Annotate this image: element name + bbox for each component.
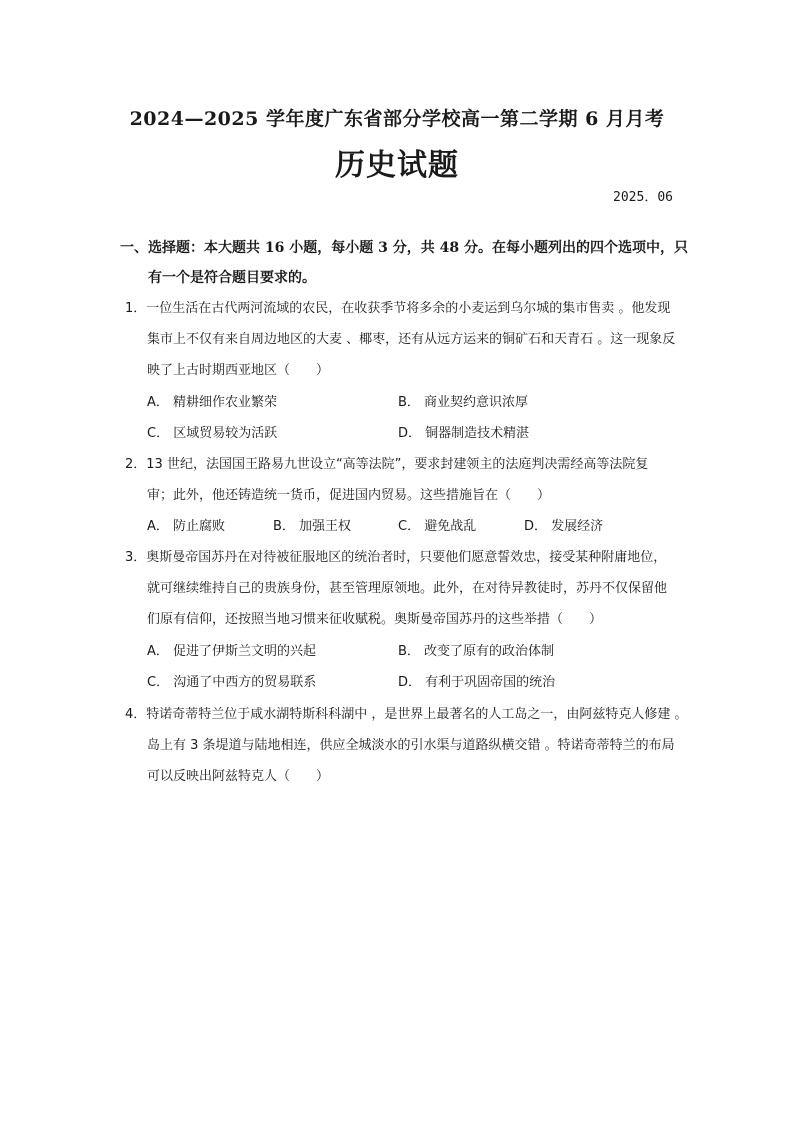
q2-option-a: A． 防止腐败 — [147, 519, 226, 534]
q3-line-2: 就可继续维持自己的贵族身份，甚至管理原领地。此外，在对待异教徒时，苏丹不仅保留他 — [147, 581, 668, 596]
q3-option-d: D． 有利于巩固帝国的统治 — [398, 675, 556, 690]
q3-line-3: 们原有信仰，还按照当地习惯来征收赋税。奥斯曼帝国苏丹的这些举措（ ） — [147, 612, 603, 627]
q2-line-1: 2．13 世纪，法国国王路易九世设立“高等法院”，要求封建领主的法庭判决需经高等法院复 — [125, 457, 649, 472]
section-heading-line1: 一、选择题：本大题共 16 小题，每小题 3 分，共 48 分。在每小题列出的四个选项中，只 — [120, 240, 688, 256]
q1-line-3: 映了上古时期西亚地区（ ） — [147, 363, 330, 378]
q1-option-c: C． 区域贸易较为活跃 — [147, 426, 278, 441]
q2-line-2: 审；此外，他还铸造统一货币，促进国内贸易。这些措施旨在（ ） — [147, 488, 551, 503]
q4-line-2: 岛上有 3 条堤道与陆地相连，供应全城淡水的引水渠与道路纵横交错 。特诺奇蒂特兰的布局 — [147, 738, 675, 753]
q1-option-d: D． 铜器制造技术精湛 — [398, 426, 530, 441]
exam-date: 2025．06 — [613, 190, 673, 205]
q3-option-b: B． 改变了原有的政治体制 — [398, 644, 555, 659]
q2-option-b: B． 加强王权 — [273, 519, 352, 534]
q1-line-1: 1．一位生活在古代两河流域的农民，在收获季节将多余的小麦运到乌尔城的集市售卖 。他发现 — [125, 301, 671, 316]
q1-option-a: A． 精耕细作农业繁荣 — [147, 395, 278, 410]
q4-line-3: 可以反映出阿兹特克人（ ） — [147, 769, 330, 784]
q4-line-1: 4．特诺奇蒂特兰位于咸水湖特斯科科湖中 ，是世界上最著名的人工岛之一，由阿兹特克人修建 。 — [125, 707, 688, 722]
q2-option-c: C． 避免战乱 — [398, 519, 477, 534]
q3-option-a: A． 促进了伊斯兰文明的兴起 — [147, 644, 317, 659]
q1-line-2: 集市上不仅有来自周边地区的大麦 、椰枣，还有从远方运来的铜矿石和天青石 。这一现象反 — [147, 332, 676, 347]
q2-option-d: D． 发展经济 — [524, 519, 604, 534]
q3-option-c: C． 沟通了中西方的贸易联系 — [147, 675, 317, 690]
q1-option-b: B． 商业契约意识浓厚 — [398, 395, 529, 410]
q3-line-1: 3．奥斯曼帝国苏丹在对待被征服地区的统治者时，只要他们愿意誓效忠，接受某种附庸地位， — [125, 550, 667, 565]
section-heading-line2: 有一个是符合题目要求的。 — [148, 270, 316, 286]
exam-title: 2024—2025 学年度广东省部分学校高一第二学期 6 月月考 — [129, 108, 665, 130]
subject-title: 历史试题 — [335, 148, 459, 183]
